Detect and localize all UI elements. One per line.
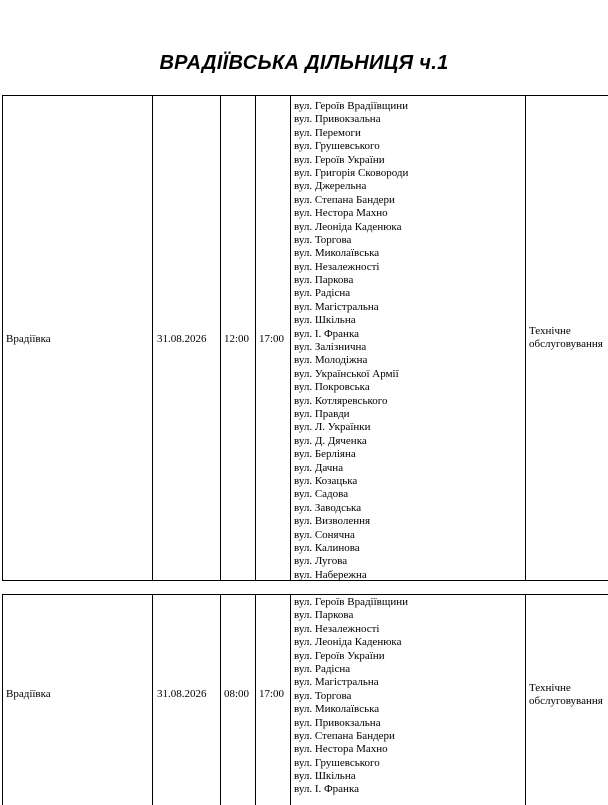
street-item: вул. І. Франка: [294, 327, 360, 340]
reason-cell: [529, 682, 603, 708]
street-item: вул. Героїв Врадіївщини: [294, 596, 408, 608]
street-item: вул. Незалежності: [294, 622, 380, 635]
street-item: вул. Козацька: [294, 474, 358, 487]
street-item: вул. Сонячна: [294, 528, 355, 541]
street-item: вул. Радісна: [294, 287, 351, 300]
street-item: вул. Котляревського: [294, 394, 388, 407]
street-item: вул. Героїв України: [294, 649, 385, 662]
street-item: вул. Миколаївська: [294, 247, 380, 260]
street-item: вул. Калинова: [294, 541, 360, 554]
street-item: вул. Залізнична: [294, 341, 367, 354]
reason-line: Технічне: [529, 682, 571, 694]
street-item: вул. Джерельна: [294, 180, 367, 193]
street-item: вул. Привокзальна: [294, 716, 381, 729]
street-item: вул. Незалежності: [294, 260, 380, 273]
street-item: вул. Шкільна: [294, 770, 356, 783]
street-item: вул. Визволення: [294, 515, 371, 528]
reason-line: обслуговування: [529, 338, 603, 350]
start-time-cell: 08:00: [224, 688, 250, 700]
street-item: вул. Набережна: [294, 568, 367, 581]
date-cell: 31.08.2026: [157, 333, 207, 345]
street-item: вул. Правди: [294, 407, 350, 420]
street-item: вул. Шкільна: [294, 314, 356, 327]
street-item: вул. Миколаївська: [294, 703, 380, 716]
settlement-cell: Врадіївка: [6, 333, 51, 345]
street-item: вул. Паркова: [294, 274, 354, 287]
start-time-cell: 12:00: [224, 333, 250, 345]
street-item: вул. Перемоги: [294, 126, 361, 139]
reason-line: обслуговування: [529, 695, 603, 707]
street-item: вул. І. Франка: [294, 783, 360, 796]
reason-cell: [529, 325, 603, 351]
street-item: вул. Грушевського: [294, 140, 380, 153]
street-list: [294, 100, 408, 582]
street-item: вул. Леоніда Каденюка: [294, 636, 402, 649]
street-item: вул. Степана Бандери: [294, 193, 395, 206]
street-item: вул. Торгова: [294, 689, 352, 702]
street-item: вул. Української Армії: [294, 367, 399, 380]
street-item: вул. Лугова: [294, 555, 348, 568]
street-item: вул. Героїв Врадіївщини: [294, 100, 408, 112]
street-item: вул. Григорія Сковороди: [294, 166, 409, 179]
street-item: вул. Магістральна: [294, 300, 379, 313]
street-item: вул. Покровська: [294, 381, 370, 394]
street-item: вул. Садова: [294, 488, 349, 501]
street-item: вул. Д. Дяченка: [294, 434, 367, 447]
outage-row-1: [2, 95, 608, 581]
street-item: вул. Берліяна: [294, 448, 356, 461]
street-item: вул. Заводська: [294, 501, 362, 514]
outage-row-2: [2, 594, 608, 805]
street-item: вул. Грушевського: [294, 756, 380, 769]
street-item: вул. Леоніда Каденюка: [294, 220, 402, 233]
street-item: вул. Привокзальна: [294, 113, 381, 126]
settlement-cell: Врадіївка: [6, 688, 51, 700]
street-item: вул. Радісна: [294, 662, 351, 675]
reason-line: Технічне: [529, 325, 571, 337]
street-item: вул. Степана Бандери: [294, 729, 395, 742]
street-item: вул. Молодіжна: [294, 354, 368, 367]
street-item: вул. Нестора Махно: [294, 743, 388, 756]
page-title: ВРАДІЇВСЬКА ДІЛЬНИЦЯ ч.1: [159, 52, 449, 74]
street-item: вул. Торгова: [294, 233, 352, 246]
end-time-cell: 17:00: [259, 688, 285, 700]
street-item: вул. Паркова: [294, 609, 354, 622]
date-cell: 31.08.2026: [157, 688, 207, 700]
street-item: вул. Магістральна: [294, 676, 379, 689]
street-item: вул. Дачна: [294, 461, 344, 474]
end-time-cell: 17:00: [259, 333, 285, 345]
street-item: вул. Героїв України: [294, 153, 385, 166]
street-list: [294, 596, 408, 797]
street-item: вул. Л. Українки: [294, 421, 371, 434]
street-item: вул. Нестора Махно: [294, 207, 388, 220]
